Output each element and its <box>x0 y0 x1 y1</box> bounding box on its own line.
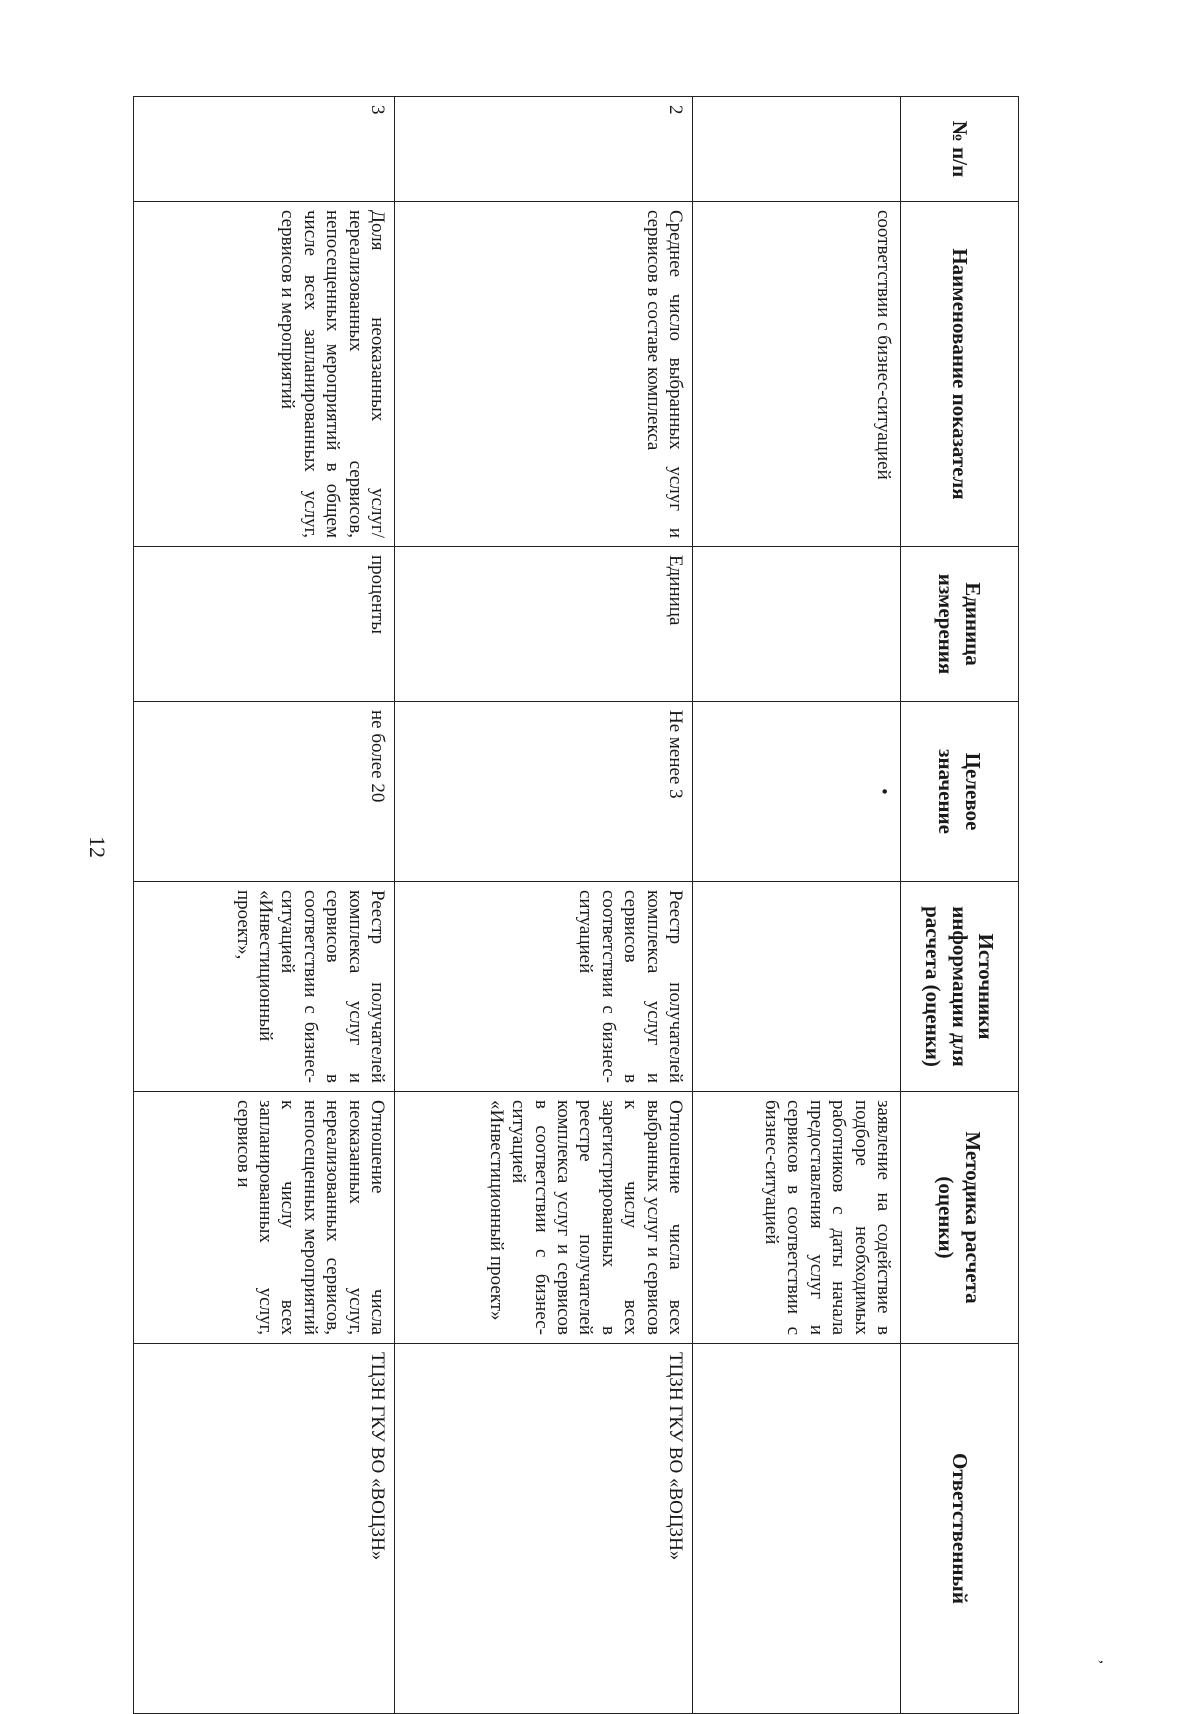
cell-indicator-name: Доля неоказанных услуг/нереализованных сервисов, непосещенных мероприятий в общем числе всех запланированных услуг, сервисов и мероприятий <box>134 202 395 547</box>
stray-mark: , <box>1097 1660 1114 1664</box>
page-number: 12 <box>85 836 110 858</box>
cell-information-source: Реестр получателей комплекса услуг и сервисов в соответствии с бизнес-ситуацией <box>395 882 693 1092</box>
header-unit: Единица измерения <box>901 547 1019 702</box>
header-information-source: Источники информации для расчета (оценки) <box>901 882 1019 1092</box>
table-container <box>134 96 1019 1713</box>
header-responsible: Ответственный <box>901 1344 1019 1714</box>
cell-responsible: ТЦЗН ГКУ ВО «ВОЦЗН» <box>395 1344 693 1714</box>
table-row <box>395 97 693 1714</box>
header-target-value: Целевое значение <box>901 702 1019 882</box>
table-row <box>134 97 395 1714</box>
header-indicator-name: Наименование показателя <box>901 202 1019 547</box>
table-header-row <box>901 97 1019 1714</box>
cell-number: 3 <box>134 97 395 202</box>
cell-number <box>693 97 901 202</box>
cell-calculation-method: заявление на содействие в подборе необходимых работников с даты начала предоставления услуг и сервисов в соответствии с бизнес-ситуацией <box>693 1092 901 1344</box>
cell-indicator-name: Среднее число выбранных услуг и сервисов в составе комплекса <box>395 202 693 547</box>
cell-responsible: ТЦЗН ГКУ ВО «ВОЦЗН» <box>134 1344 395 1714</box>
cell-target-value: Не менее 3 <box>395 702 693 882</box>
header-number: № п/п <box>901 97 1019 202</box>
cell-calculation-method: Отношение числа неоказанных услуг, нереализованных сервисов, непосещенных мероприятий к числу всех запланированных услуг, сервисов и <box>134 1092 395 1344</box>
cell-information-source: Реестр получателей комплекса услуг и сервисов в соответствии с бизнес-ситуацией «Инвестиционный проект», <box>134 882 395 1092</box>
cell-target-value: не более 20 <box>134 702 395 882</box>
cell-unit <box>693 547 901 702</box>
cell-unit: Единица <box>395 547 693 702</box>
table-row <box>693 97 901 1714</box>
indicators-table <box>133 96 1019 1714</box>
cell-target-value: • <box>693 702 901 882</box>
cell-responsible <box>693 1344 901 1714</box>
cell-number: 2 <box>395 97 693 202</box>
cell-information-source <box>693 882 901 1092</box>
cell-calculation-method: Отношение числа всех выбранных услуг и сервисов к числу всех зарегистрированных в реестре получателей комплекса услуг и сервисов в соответствии с бизнес-ситуацией «Инвестиционный проект» <box>395 1092 693 1344</box>
cell-indicator-name: соответствии с бизнес-ситуацией <box>693 202 901 547</box>
header-calculation-method: Методика расчета (оценки) <box>901 1092 1019 1344</box>
cell-unit: проценты <box>134 547 395 702</box>
